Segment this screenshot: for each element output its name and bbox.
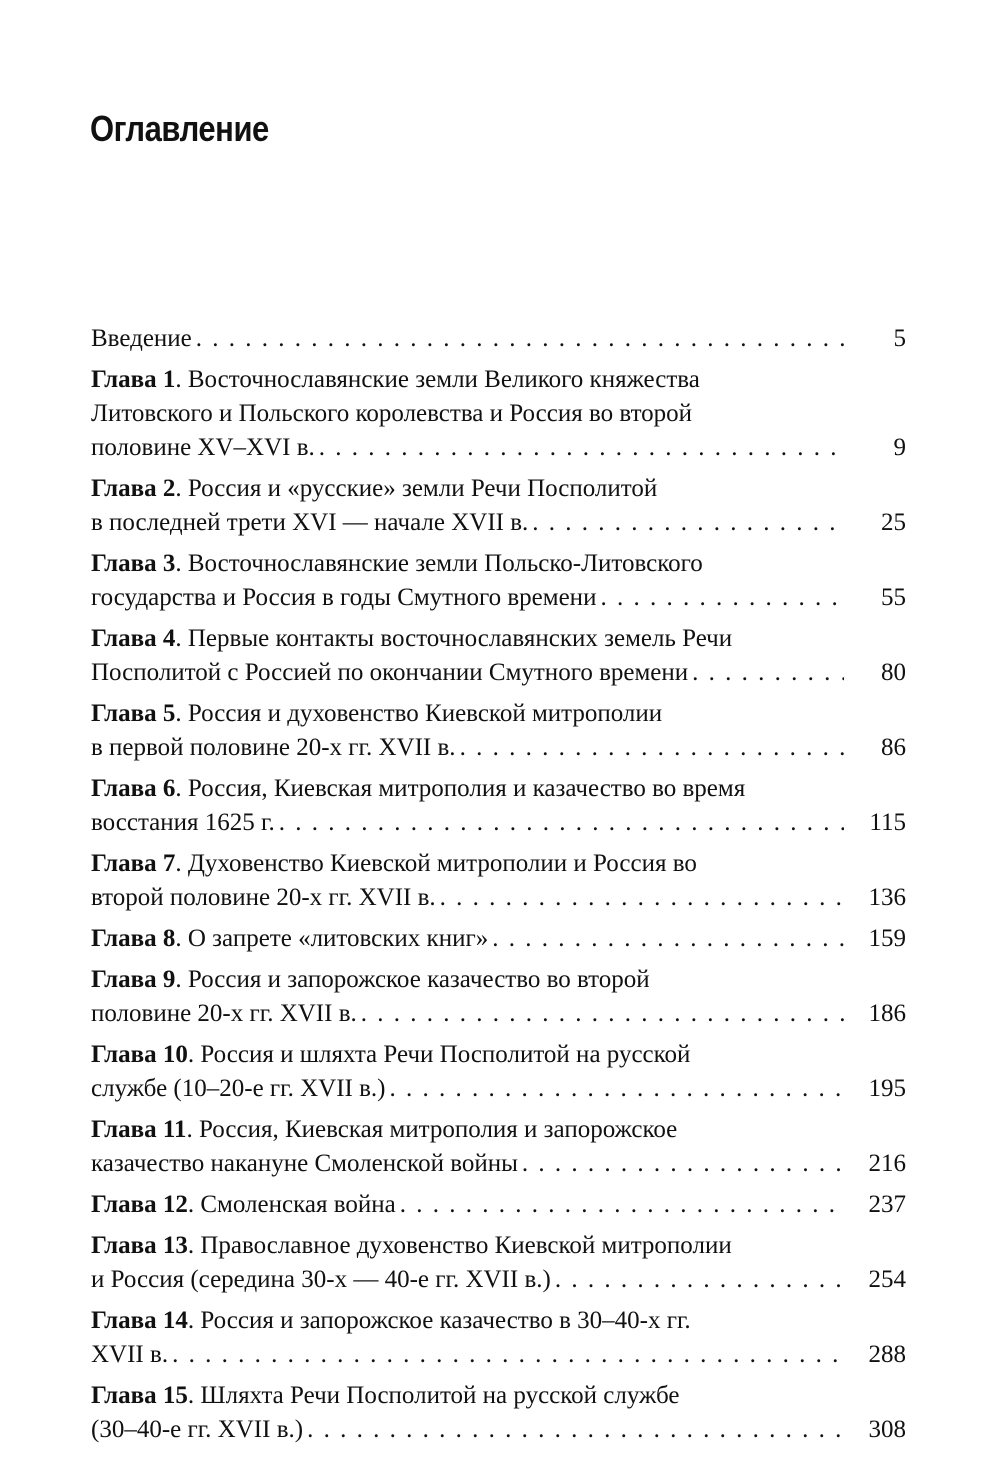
page-number: 25 — [881, 509, 906, 536]
entry-title-text: . Россия и шляхта Речи Посполитой на русской — [187, 1041, 691, 1068]
entry-title-text: . Россия и «русские» земли Речи Посполитой — [175, 475, 658, 502]
page-number: 115 — [869, 809, 906, 836]
chapter-label: Глава 7 — [91, 850, 176, 877]
entry-title-text: . Смоленская война — [187, 1191, 396, 1218]
toc-line-text — [91, 806, 275, 840]
toc-line — [91, 472, 906, 506]
page-number: 136 — [868, 884, 906, 911]
toc-line-text — [91, 431, 315, 465]
page-number: 80 — [881, 659, 906, 686]
dot-leader — [692, 656, 844, 690]
toc-line — [91, 1379, 906, 1413]
entry-title-text: . Духовенство Киевской митрополии и Россия во — [175, 850, 697, 877]
table-of-contents — [91, 322, 906, 1447]
page-number: 5 — [893, 325, 906, 352]
entry-title-text: Введение — [91, 325, 192, 352]
toc-entry — [91, 1113, 906, 1181]
page-number: 254 — [868, 1266, 906, 1293]
toc-line — [91, 1263, 906, 1297]
entry-title-text: . Первые контакты восточнославянских земель Речи — [175, 625, 733, 652]
entry-title-text: половине 20-х гг. XVII в. — [91, 1000, 357, 1027]
entry-title-text: XVII в. — [91, 1341, 169, 1368]
toc-line — [91, 506, 906, 540]
page-number: 237 — [868, 1191, 906, 1218]
toc-line-text — [91, 997, 357, 1031]
toc-line — [91, 322, 906, 356]
toc-line — [91, 806, 906, 840]
toc-line — [91, 1072, 906, 1106]
dot-leader — [390, 1072, 845, 1106]
toc-entry — [91, 1038, 906, 1106]
toc-line-text — [91, 1147, 518, 1181]
toc-line-text — [91, 622, 732, 656]
dot-leader — [555, 1263, 844, 1297]
toc-entry — [91, 1379, 906, 1447]
entry-title-text: второй половине 20-х гг. XVII в. — [91, 884, 436, 911]
toc-line-text — [91, 772, 745, 806]
chapter-label: Глава 5 — [91, 700, 176, 727]
toc-line-text — [91, 922, 488, 956]
toc-line — [91, 656, 906, 690]
dot-leader — [279, 806, 844, 840]
toc-line-text — [91, 1379, 679, 1413]
toc-line — [91, 431, 906, 465]
chapter-label: Глава 11 — [91, 1116, 187, 1143]
toc-entry — [91, 697, 906, 765]
toc-line — [91, 363, 906, 397]
chapter-label: Глава 2 — [91, 475, 176, 502]
toc-line-text — [91, 1263, 551, 1297]
toc-line-text — [91, 1229, 732, 1263]
entry-title-text: . Россия и запорожское казачество во второй — [175, 966, 650, 993]
entry-title-text: государства и Россия в годы Смутного времени — [91, 584, 597, 611]
toc-line — [91, 581, 906, 615]
dot-leader — [492, 922, 844, 956]
toc-entry — [91, 847, 906, 915]
toc-line — [91, 963, 906, 997]
entry-title-text: . Россия, Киевская митрополия и казачество во время — [175, 775, 746, 802]
chapter-label: Глава 15 — [91, 1382, 188, 1409]
chapter-label: Глава 4 — [91, 625, 176, 652]
entry-title-text: казачество накануне Смоленской войны — [91, 1150, 518, 1177]
toc-line — [91, 1113, 906, 1147]
dot-leader — [600, 581, 844, 615]
chapter-label: Глава 9 — [91, 966, 176, 993]
dot-leader — [307, 1413, 844, 1447]
toc-line — [91, 547, 906, 581]
chapter-label: Глава 12 — [91, 1191, 188, 1218]
toc-entry — [91, 922, 906, 956]
entry-title-text: . О запрете «литовских книг» — [175, 925, 489, 952]
toc-line-text — [91, 1413, 303, 1447]
dot-leader — [532, 506, 844, 540]
toc-line-text — [91, 1038, 690, 1072]
toc-line — [91, 731, 906, 765]
page-title: Оглавление — [90, 108, 269, 149]
toc-entry — [91, 547, 906, 615]
toc-line — [91, 881, 906, 915]
toc-line — [91, 397, 906, 431]
toc-line — [91, 1304, 906, 1338]
toc-line-text — [91, 1188, 396, 1222]
page-number: 216 — [868, 1150, 906, 1177]
dot-leader — [440, 881, 844, 915]
chapter-label: Глава 14 — [91, 1307, 188, 1334]
toc-line — [91, 1147, 906, 1181]
entry-title-text: . Шляхта Речи Посполитой на русской службе — [187, 1382, 680, 1409]
dot-leader — [196, 322, 844, 356]
toc-line-text — [91, 1304, 691, 1338]
entry-title-text: . Восточнославянские земли Польско-Литовского — [175, 550, 703, 577]
entry-title-text: . Россия, Киевская митрополия и запорожское — [186, 1116, 678, 1143]
page-number: 288 — [868, 1341, 906, 1368]
entry-title-text: Литовского и Польского королевства и Россия во второй — [91, 400, 693, 427]
toc-line-text — [91, 506, 528, 540]
toc-entry — [91, 322, 906, 356]
entry-title-text: в первой половине 20-х гг. XVII в. — [91, 734, 456, 761]
entry-title-text: в последней трети XVI — начале XVII в. — [91, 509, 529, 536]
toc-line — [91, 922, 906, 956]
toc-line — [91, 997, 906, 1031]
toc-line — [91, 1338, 906, 1372]
toc-line-text — [91, 731, 456, 765]
dot-leader — [172, 1338, 844, 1372]
dot-leader — [460, 731, 844, 765]
toc-entry — [91, 1229, 906, 1297]
toc-line-text — [91, 697, 662, 731]
page-number: 86 — [881, 734, 906, 761]
toc-line — [91, 697, 906, 731]
toc-line — [91, 1188, 906, 1222]
page-number: 55 — [881, 584, 906, 611]
toc-entry — [91, 772, 906, 840]
entry-title-text: Посполитой с Россией по окончании Смутного времени — [91, 659, 689, 686]
entry-title-text: . Православное духовенство Киевской митрополии — [187, 1232, 732, 1259]
entry-title-text: . Россия и запорожское казачество в 30–40-х гг. — [187, 1307, 691, 1334]
toc-line-text — [91, 1338, 168, 1372]
page-number: 195 — [868, 1075, 906, 1102]
chapter-label: Глава 1 — [91, 366, 176, 393]
dot-leader — [522, 1147, 844, 1181]
dot-leader — [400, 1188, 844, 1222]
chapter-label: Глава 8 — [91, 925, 176, 952]
toc-line — [91, 1038, 906, 1072]
toc-entry — [91, 1304, 906, 1372]
dot-leader — [361, 997, 844, 1031]
entry-title-text: половине XV–XVI в. — [91, 434, 315, 461]
toc-line-text — [91, 322, 192, 356]
toc-entry — [91, 1188, 906, 1222]
toc-entry — [91, 622, 906, 690]
toc-line-text — [91, 397, 692, 431]
toc-line-text — [91, 547, 703, 581]
entry-title-text: службе (10–20-е гг. XVII в.) — [91, 1075, 386, 1102]
toc-line — [91, 1229, 906, 1263]
toc-line-text — [91, 1072, 386, 1106]
entry-title-text: восстания 1625 г. — [91, 809, 275, 836]
toc-line-text — [91, 656, 688, 690]
chapter-label: Глава 10 — [91, 1041, 188, 1068]
toc-entry — [91, 363, 906, 465]
toc-line-text — [91, 581, 596, 615]
page-number: 308 — [868, 1416, 906, 1443]
toc-line — [91, 847, 906, 881]
toc-line-text — [91, 881, 436, 915]
toc-entry — [91, 472, 906, 540]
toc-line — [91, 772, 906, 806]
entry-title-text: . Россия и духовенство Киевской митрополии — [175, 700, 663, 727]
page-number: 186 — [868, 1000, 906, 1027]
toc-line-text — [91, 1113, 677, 1147]
chapter-label: Глава 13 — [91, 1232, 188, 1259]
toc-line-text — [91, 847, 697, 881]
entry-title-text: (30–40-е гг. XVII в.) — [91, 1416, 304, 1443]
toc-line-text — [91, 363, 700, 397]
chapter-label: Глава 6 — [91, 775, 176, 802]
entry-title-text: . Восточнославянские земли Великого княжества — [175, 366, 700, 393]
page-number: 159 — [868, 925, 906, 952]
dot-leader — [319, 431, 844, 465]
chapter-label: Глава 3 — [91, 550, 176, 577]
page-number: 9 — [893, 434, 906, 461]
toc-line-text — [91, 963, 650, 997]
toc-line-text — [91, 472, 657, 506]
toc-line — [91, 1413, 906, 1447]
entry-title-text: и Россия (середина 30-х — 40-е гг. XVII в.) — [91, 1266, 551, 1293]
toc-entry — [91, 963, 906, 1031]
toc-line — [91, 622, 906, 656]
